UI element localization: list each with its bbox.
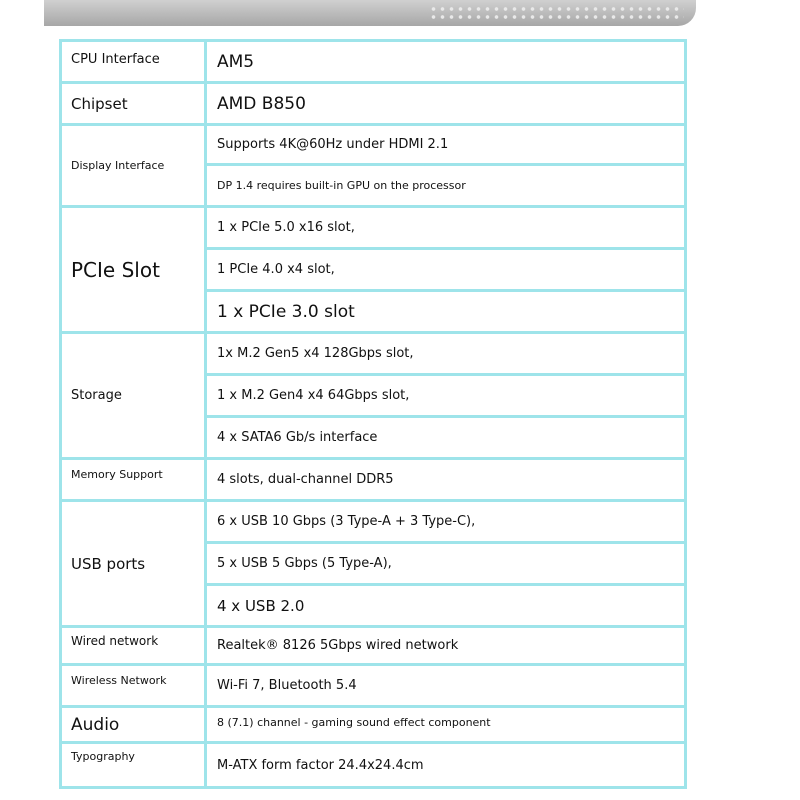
spec-value-usb-ports: 5 x USB 5 Gbps (5 Type-A), [206,543,686,585]
spec-value-wired-network: Realtek® 8126 5Gbps wired network [206,627,686,665]
spec-value-display-interface: Supports 4K@60Hz under HDMI 2.1 [206,125,686,165]
spec-row-wireless-network [61,665,686,707]
spec-value-storage: 1x M.2 Gen5 x4 128Gbps slot, [206,333,686,375]
spec-label-pcie-slot: PCIe Slot [61,207,206,333]
spec-value-memory-support: 4 slots, dual-channel DDR5 [206,459,686,501]
spec-row-storage [61,333,686,375]
spec-label-typography: Typography [61,743,206,788]
spec-value-usb-ports: 6 x USB 10 Gbps (3 Type-A + 3 Type-C), [206,501,686,543]
spec-label-memory-support: Memory Support [61,459,206,501]
spec-label-display-interface: Display Interface [61,125,206,207]
spec-value-display-interface: DP 1.4 requires built-in GPU on the processor [206,165,686,207]
spec-label-cpu-interface: CPU Interface [61,41,206,83]
spec-row-usb-ports [61,501,686,543]
spec-label-chipset: Chipset [61,83,206,125]
spec-value-wireless-network: Wi-Fi 7, Bluetooth 5.4 [206,665,686,707]
spec-row-typography [61,743,686,788]
spec-value-usb-ports: 4 x USB 2.0 [206,585,686,627]
spec-value-cpu-interface: AM5 [206,41,686,83]
spec-row-wired-network [61,627,686,665]
spec-value-pcie-slot: 1 PCIe 4.0 x4 slot, [206,249,686,291]
top-header-bar [44,0,696,26]
spec-row-display-interface [61,125,686,165]
spec-row-audio [61,707,686,743]
spec-row-memory-support [61,459,686,501]
spec-table [59,39,687,789]
spec-label-wired-network: Wired network [61,627,206,665]
spec-label-wireless-network: Wireless Network [61,665,206,707]
spec-row-chipset [61,83,686,125]
dot-pattern-decoration [429,5,684,21]
spec-value-audio: 8 (7.1) channel - gaming sound effect component [206,707,686,743]
spec-value-pcie-slot: 1 x PCIe 5.0 x16 slot, [206,207,686,249]
spec-value-chipset: AMD B850 [206,83,686,125]
spec-value-typography: M-ATX form factor 24.4x24.4cm [206,743,686,788]
spec-row-pcie-slot [61,207,686,249]
spec-value-storage: 4 x SATA6 Gb/s interface [206,417,686,459]
spec-label-usb-ports: USB ports [61,501,206,627]
spec-label-storage: Storage [61,333,206,459]
spec-row-cpu-interface [61,41,686,83]
spec-value-pcie-slot: 1 x PCIe 3.0 slot [206,291,686,333]
spec-value-storage: 1 x M.2 Gen4 x4 64Gbps slot, [206,375,686,417]
spec-label-audio: Audio [61,707,206,743]
